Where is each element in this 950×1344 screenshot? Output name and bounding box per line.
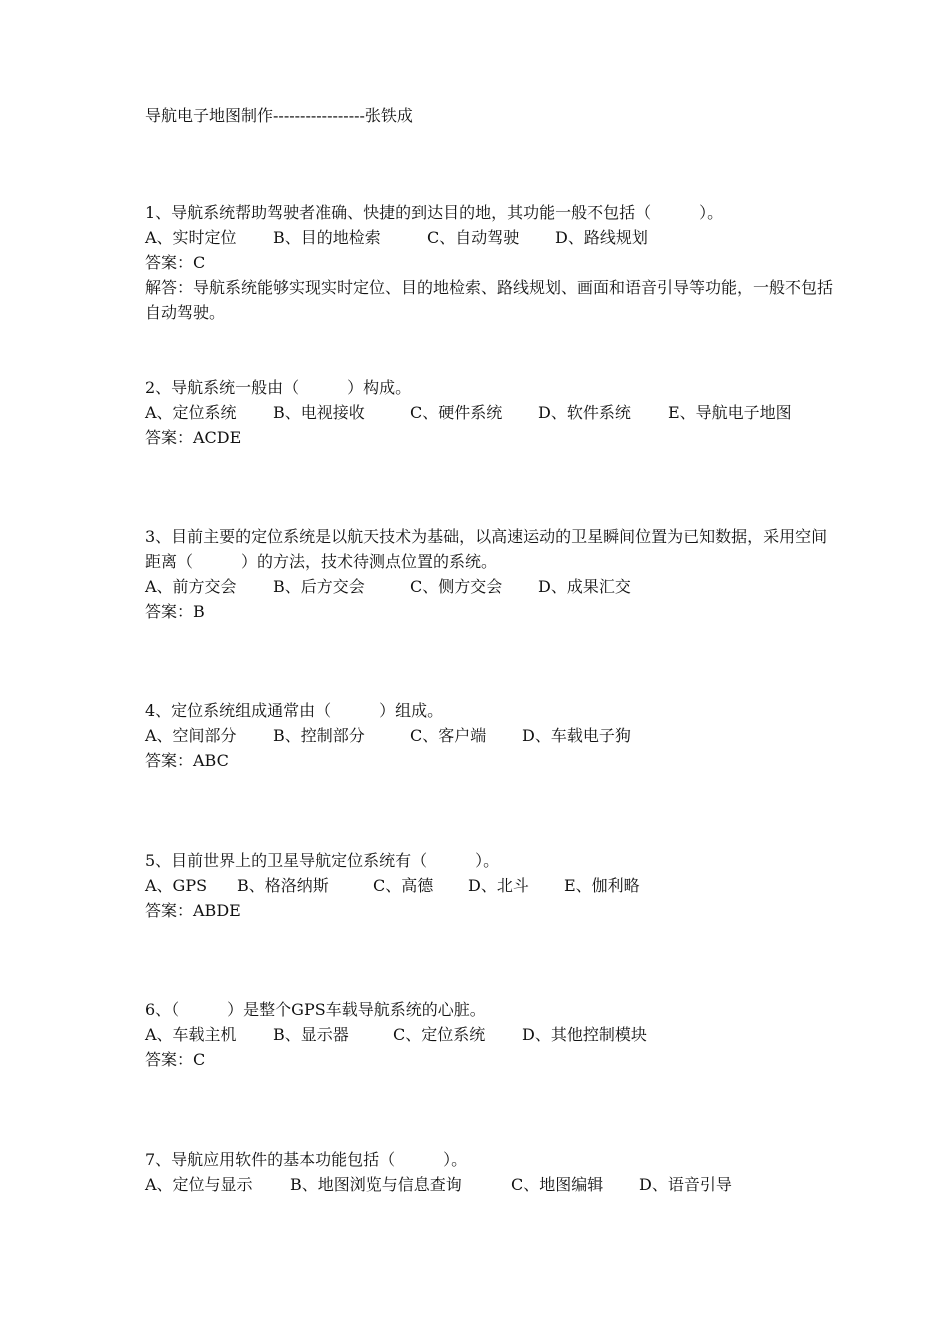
option-a: A、GPS [145,876,208,895]
question-7 [145,1147,835,1197]
document-title: 导航电子地图制作-----------------张铁成 [145,106,413,125]
options-row [145,1172,835,1197]
option-b: B、地图浏览与信息查询 [290,1175,462,1194]
options-row [145,400,835,425]
question-stem: 5、目前世界上的卫星导航定位系统有（ ）。 [145,851,500,870]
option-b: B、电视接收 [273,403,365,422]
option-a: A、定位系统 [145,403,237,422]
option-c: C、高德 [373,876,434,895]
option-a: A、车载主机 [145,1025,237,1044]
question-stem: 4、定位系统组成通常由（ ）组成。 [145,701,444,720]
option-e: E、导航电子地图 [668,403,792,422]
answer: 答案：C [145,1050,206,1069]
options-row [145,225,835,250]
option-d: D、软件系统 [538,403,631,422]
options-row [145,1022,835,1047]
option-a: A、实时定位 [145,228,237,247]
option-b: B、显示器 [273,1025,349,1044]
option-a: A、定位与显示 [145,1175,253,1194]
question-4 [145,698,835,773]
answer: 答案：B [145,602,205,621]
option-c: C、自动驾驶 [427,228,520,247]
option-a: A、前方交会 [145,577,237,596]
explanation: 解答：导航系统能够实现实时定位、目的地检索、路线规划、画面和语音引导等功能，一般不包括自动驾驶。 [145,278,834,322]
option-b: B、格洛纳斯 [237,876,329,895]
question-2 [145,375,835,450]
question-stem: 7、导航应用软件的基本功能包括（ ）。 [145,1150,468,1169]
option-d: D、路线规划 [555,228,648,247]
answer: 答案：ABC [145,751,229,770]
answer: 答案：ACDE [145,428,242,447]
option-c: C、地图编辑 [511,1175,604,1194]
question-stem: 3、目前主要的定位系统是以航天技术为基础，以高速运动的卫星瞬间位置为已知数据，采用空间距离（ ）的方法，技术待测点位置的系统。 [145,527,828,571]
option-a: A、空间部分 [145,726,237,745]
option-c: C、侧方交会 [410,577,503,596]
question-stem: 1、导航系统帮助驾驶者准确、快捷的到达目的地，其功能一般不包括（ ）。 [145,203,724,222]
question-stem: 2、导航系统一般由（ ）构成。 [145,378,412,397]
question-stem: 6、（ ）是整个GPS车载导航系统的心脏。 [145,1000,486,1019]
answer: 答案：C [145,253,206,272]
question-3 [145,524,835,624]
options-row [145,723,835,748]
option-c: C、客户端 [410,726,487,745]
option-d: D、车载电子狗 [522,726,631,745]
option-d: D、北斗 [468,876,529,895]
question-1 [145,200,835,325]
option-b: B、控制部分 [273,726,365,745]
option-b: B、目的地检索 [273,228,381,247]
option-c: C、定位系统 [393,1025,486,1044]
option-d: D、语音引导 [639,1175,732,1194]
option-d: D、成果汇交 [538,577,631,596]
question-5 [145,848,835,923]
question-6 [145,997,835,1072]
option-c: C、硬件系统 [410,403,503,422]
answer: 答案：ABDE [145,901,241,920]
option-d: D、其他控制模块 [522,1025,647,1044]
options-row [145,574,835,599]
option-e: E、伽利略 [564,876,640,895]
option-b: B、后方交会 [273,577,365,596]
options-row [145,873,835,898]
